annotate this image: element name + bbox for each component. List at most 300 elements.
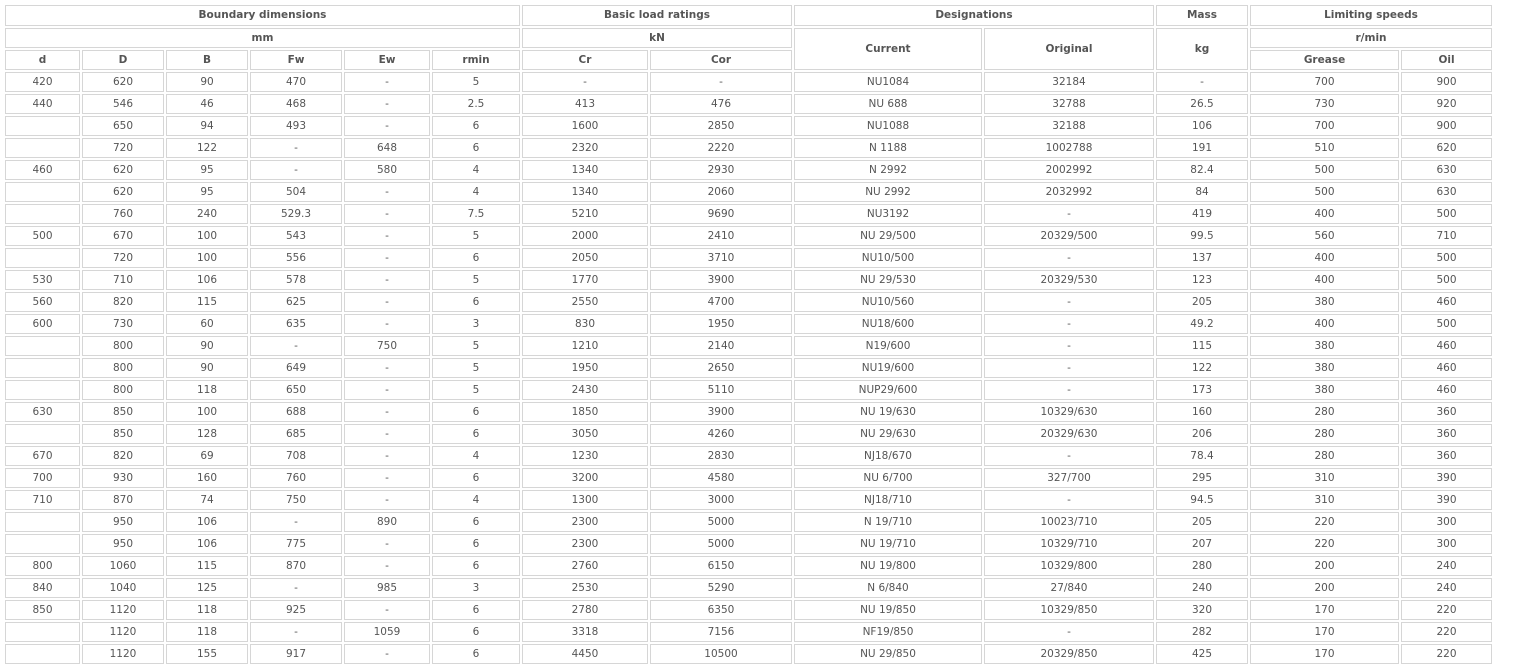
cell-cor: 4580 [650, 468, 792, 488]
cell-mass: 205 [1156, 292, 1248, 312]
cell-oil: 500 [1401, 204, 1492, 224]
cell-d-outer: 950 [82, 534, 164, 554]
cell-d-inner [5, 248, 80, 268]
cell-current: NU 19/630 [794, 402, 982, 422]
cell-cor: 2410 [650, 226, 792, 246]
cell-mass: 49.2 [1156, 314, 1248, 334]
cell-b: 95 [166, 182, 248, 202]
cell-fw: 493 [250, 116, 342, 136]
cell-fw: 650 [250, 380, 342, 400]
cell-d-outer: 930 [82, 468, 164, 488]
cell-cor: 4260 [650, 424, 792, 444]
cell-grease: 200 [1250, 578, 1399, 598]
cell-rmin: 6 [432, 248, 520, 268]
table-row [5, 248, 1492, 268]
cell-mass: 320 [1156, 600, 1248, 620]
cell-d-inner [5, 204, 80, 224]
cell-b: 118 [166, 622, 248, 642]
cell-fw: - [250, 622, 342, 642]
cell-cr: 1770 [522, 270, 648, 290]
cell-current: N 19/710 [794, 512, 982, 532]
cell-fw: - [250, 160, 342, 180]
cell-fw: 556 [250, 248, 342, 268]
cell-current: NU1088 [794, 116, 982, 136]
cell-cr: 2300 [522, 534, 648, 554]
unit-mm: mm [5, 28, 520, 48]
table-row [5, 468, 1492, 488]
cell-ew: 580 [344, 160, 430, 180]
cell-d-outer: 950 [82, 512, 164, 532]
cell-cor: 3900 [650, 402, 792, 422]
cell-cor: 6150 [650, 556, 792, 576]
cell-cor: 9690 [650, 204, 792, 224]
cell-d-inner [5, 138, 80, 158]
table-row [5, 490, 1492, 510]
cell-cr: 1340 [522, 160, 648, 180]
cell-d-outer: 800 [82, 358, 164, 378]
cell-mass: 123 [1156, 270, 1248, 290]
cell-current: NJ18/710 [794, 490, 982, 510]
cell-rmin: 5 [432, 380, 520, 400]
cell-grease: 510 [1250, 138, 1399, 158]
cell-original: 20329/850 [984, 644, 1154, 664]
cell-ew: 1059 [344, 622, 430, 642]
cell-b: 125 [166, 578, 248, 598]
cell-mass: 94.5 [1156, 490, 1248, 510]
cell-grease: 400 [1250, 204, 1399, 224]
cell-cor: 5290 [650, 578, 792, 598]
table-row [5, 512, 1492, 532]
cell-oil: 220 [1401, 600, 1492, 620]
cell-original: - [984, 292, 1154, 312]
cell-current: NU18/600 [794, 314, 982, 334]
cell-oil: 460 [1401, 292, 1492, 312]
cell-current: NU 19/800 [794, 556, 982, 576]
cell-mass: 240 [1156, 578, 1248, 598]
cell-fw: 529.3 [250, 204, 342, 224]
cell-d-outer: 850 [82, 424, 164, 444]
cell-rmin: 5 [432, 270, 520, 290]
cell-cor: 6350 [650, 600, 792, 620]
cell-fw: 708 [250, 446, 342, 466]
column-b: B [166, 50, 248, 70]
cell-mass: 115 [1156, 336, 1248, 356]
cell-cr: 2320 [522, 138, 648, 158]
cell-ew: - [344, 116, 430, 136]
cell-mass: 160 [1156, 402, 1248, 422]
cell-oil: 360 [1401, 424, 1492, 444]
cell-oil: 390 [1401, 490, 1492, 510]
header-column-row [5, 50, 1492, 70]
cell-oil: 300 [1401, 512, 1492, 532]
table-row [5, 138, 1492, 158]
cell-mass: 99.5 [1156, 226, 1248, 246]
cell-b: 60 [166, 314, 248, 334]
cell-cor: 2220 [650, 138, 792, 158]
cell-original: 20329/530 [984, 270, 1154, 290]
cell-original: - [984, 248, 1154, 268]
cell-b: 94 [166, 116, 248, 136]
cell-fw: - [250, 336, 342, 356]
cell-oil: 900 [1401, 72, 1492, 92]
cell-original: 20329/500 [984, 226, 1154, 246]
cell-d-inner: 700 [5, 468, 80, 488]
cell-d-outer: 760 [82, 204, 164, 224]
cell-ew: - [344, 270, 430, 290]
cell-d-outer: 720 [82, 138, 164, 158]
cell-rmin: 6 [432, 512, 520, 532]
cell-fw: - [250, 138, 342, 158]
cell-ew: - [344, 72, 430, 92]
cell-ew: - [344, 600, 430, 620]
cell-d-outer: 870 [82, 490, 164, 510]
cell-cr: 2000 [522, 226, 648, 246]
cell-b: 240 [166, 204, 248, 224]
table-row [5, 600, 1492, 620]
cell-d-outer: 650 [82, 116, 164, 136]
cell-cr: - [522, 72, 648, 92]
cell-rmin: 3 [432, 314, 520, 334]
cell-d-inner [5, 380, 80, 400]
cell-d-outer: 800 [82, 380, 164, 400]
cell-grease: 280 [1250, 424, 1399, 444]
cell-original: 10329/630 [984, 402, 1154, 422]
cell-b: 122 [166, 138, 248, 158]
table-row [5, 314, 1492, 334]
cell-b: 118 [166, 600, 248, 620]
cell-mass: 425 [1156, 644, 1248, 664]
cell-d-outer: 800 [82, 336, 164, 356]
cell-original: - [984, 490, 1154, 510]
cell-oil: 500 [1401, 248, 1492, 268]
cell-ew: - [344, 182, 430, 202]
cell-d-inner [5, 512, 80, 532]
table-row [5, 270, 1492, 290]
cell-fw: 470 [250, 72, 342, 92]
cell-current: NU 29/500 [794, 226, 982, 246]
cell-d-outer: 730 [82, 314, 164, 334]
cell-d-inner [5, 424, 80, 444]
cell-grease: 380 [1250, 380, 1399, 400]
table-row [5, 182, 1492, 202]
table-row [5, 644, 1492, 664]
cell-d-inner: 600 [5, 314, 80, 334]
cell-cr: 1230 [522, 446, 648, 466]
cell-fw: 504 [250, 182, 342, 202]
cell-d-outer: 1060 [82, 556, 164, 576]
cell-grease: 500 [1250, 160, 1399, 180]
cell-oil: 460 [1401, 336, 1492, 356]
cell-current: NJ18/670 [794, 446, 982, 466]
cell-oil: 300 [1401, 534, 1492, 554]
cell-d-outer: 820 [82, 292, 164, 312]
cell-cor: 5110 [650, 380, 792, 400]
cell-cr: 3318 [522, 622, 648, 642]
cell-rmin: 6 [432, 424, 520, 444]
cell-b: 90 [166, 358, 248, 378]
cell-d-outer: 620 [82, 182, 164, 202]
cell-current: NU19/600 [794, 358, 982, 378]
cell-fw: 543 [250, 226, 342, 246]
cell-current: NU 688 [794, 94, 982, 114]
cell-grease: 730 [1250, 94, 1399, 114]
cell-mass: - [1156, 72, 1248, 92]
cell-mass: 122 [1156, 358, 1248, 378]
cell-original: 10329/800 [984, 556, 1154, 576]
cell-b: 128 [166, 424, 248, 444]
cell-b: 69 [166, 446, 248, 466]
cell-cor: 5000 [650, 512, 792, 532]
cell-current: NU3192 [794, 204, 982, 224]
cell-ew: - [344, 534, 430, 554]
header-boundary-dimensions: Boundary dimensions [5, 5, 520, 26]
cell-cr: 1210 [522, 336, 648, 356]
cell-d-outer: 1120 [82, 622, 164, 642]
cell-oil: 710 [1401, 226, 1492, 246]
cell-ew: - [344, 556, 430, 576]
cell-ew: 890 [344, 512, 430, 532]
cell-rmin: 5 [432, 72, 520, 92]
cell-b: 106 [166, 512, 248, 532]
cell-cr: 2760 [522, 556, 648, 576]
cell-rmin: 6 [432, 292, 520, 312]
cell-cr: 1300 [522, 490, 648, 510]
cell-original: 10329/850 [984, 600, 1154, 620]
column-rmin: rmin [432, 50, 520, 70]
cell-grease: 400 [1250, 270, 1399, 290]
table-row [5, 204, 1492, 224]
cell-cr: 2530 [522, 578, 648, 598]
cell-b: 90 [166, 336, 248, 356]
cell-ew: - [344, 468, 430, 488]
table-row [5, 160, 1492, 180]
cell-original: - [984, 446, 1154, 466]
cell-rmin: 4 [432, 490, 520, 510]
cell-cr: 1600 [522, 116, 648, 136]
cell-cr: 1950 [522, 358, 648, 378]
cell-ew: - [344, 292, 430, 312]
table-row [5, 72, 1492, 92]
table-body [5, 72, 1492, 664]
cell-grease: 280 [1250, 402, 1399, 422]
cell-mass: 78.4 [1156, 446, 1248, 466]
cell-d-inner [5, 358, 80, 378]
cell-fw: 578 [250, 270, 342, 290]
cell-original: - [984, 336, 1154, 356]
cell-grease: 200 [1250, 556, 1399, 576]
cell-original: 2002992 [984, 160, 1154, 180]
cell-oil: 390 [1401, 468, 1492, 488]
cell-cr: 830 [522, 314, 648, 334]
cell-d-inner [5, 116, 80, 136]
cell-cor: 2140 [650, 336, 792, 356]
table-row [5, 402, 1492, 422]
cell-rmin: 6 [432, 534, 520, 554]
cell-d-outer: 1120 [82, 644, 164, 664]
cell-fw: 760 [250, 468, 342, 488]
cell-original: - [984, 358, 1154, 378]
column-d-inner: d [5, 50, 80, 70]
cell-current: NU10/500 [794, 248, 982, 268]
cell-current: NU 29/850 [794, 644, 982, 664]
cell-d-outer: 670 [82, 226, 164, 246]
cell-d-inner: 560 [5, 292, 80, 312]
table-row [5, 556, 1492, 576]
cell-oil: 460 [1401, 358, 1492, 378]
cell-rmin: 4 [432, 446, 520, 466]
cell-b: 95 [166, 160, 248, 180]
cell-oil: 220 [1401, 644, 1492, 664]
cell-cor: - [650, 72, 792, 92]
cell-cor: 2850 [650, 116, 792, 136]
cell-grease: 310 [1250, 490, 1399, 510]
cell-rmin: 4 [432, 182, 520, 202]
cell-grease: 380 [1250, 336, 1399, 356]
cell-grease: 220 [1250, 512, 1399, 532]
cell-d-inner: 840 [5, 578, 80, 598]
cell-ew: - [344, 314, 430, 334]
cell-rmin: 6 [432, 138, 520, 158]
table-row [5, 358, 1492, 378]
cell-rmin: 5 [432, 226, 520, 246]
cell-d-inner: 440 [5, 94, 80, 114]
cell-original: 1002788 [984, 138, 1154, 158]
header-mass: Mass [1156, 5, 1248, 26]
cell-d-inner [5, 182, 80, 202]
cell-oil: 360 [1401, 446, 1492, 466]
cell-grease: 400 [1250, 248, 1399, 268]
cell-cor: 4700 [650, 292, 792, 312]
cell-cor: 7156 [650, 622, 792, 642]
cell-cr: 2300 [522, 512, 648, 532]
cell-rmin: 6 [432, 116, 520, 136]
cell-current: NU 29/630 [794, 424, 982, 444]
cell-b: 100 [166, 226, 248, 246]
cell-b: 100 [166, 248, 248, 268]
cell-fw: 685 [250, 424, 342, 444]
cell-oil: 500 [1401, 314, 1492, 334]
cell-oil: 220 [1401, 622, 1492, 642]
cell-oil: 240 [1401, 578, 1492, 598]
cell-b: 155 [166, 644, 248, 664]
column-cr: Cr [522, 50, 648, 70]
cell-cor: 5000 [650, 534, 792, 554]
cell-original: 32788 [984, 94, 1154, 114]
table-row [5, 336, 1492, 356]
cell-rmin: 6 [432, 556, 520, 576]
cell-rmin: 6 [432, 644, 520, 664]
cell-current: NU 19/850 [794, 600, 982, 620]
cell-rmin: 6 [432, 468, 520, 488]
cell-fw: 688 [250, 402, 342, 422]
cell-rmin: 5 [432, 358, 520, 378]
cell-b: 100 [166, 402, 248, 422]
cell-current: N 6/840 [794, 578, 982, 598]
cell-oil: 460 [1401, 380, 1492, 400]
cell-current: NU 19/710 [794, 534, 982, 554]
cell-b: 90 [166, 72, 248, 92]
cell-fw: 750 [250, 490, 342, 510]
cell-rmin: 6 [432, 402, 520, 422]
cell-grease: 310 [1250, 468, 1399, 488]
cell-cr: 1340 [522, 182, 648, 202]
cell-fw: 649 [250, 358, 342, 378]
column-fw: Fw [250, 50, 342, 70]
cell-ew: 750 [344, 336, 430, 356]
cell-ew: - [344, 94, 430, 114]
cell-b: 118 [166, 380, 248, 400]
cell-d-inner [5, 622, 80, 642]
cell-mass: 84 [1156, 182, 1248, 202]
column-grease: Grease [1250, 50, 1399, 70]
cell-d-inner: 530 [5, 270, 80, 290]
cell-grease: 170 [1250, 600, 1399, 620]
cell-fw: 468 [250, 94, 342, 114]
cell-ew: - [344, 402, 430, 422]
cell-grease: 700 [1250, 116, 1399, 136]
cell-rmin: 4 [432, 160, 520, 180]
cell-b: 106 [166, 270, 248, 290]
cell-current: N19/600 [794, 336, 982, 356]
cell-grease: 380 [1250, 358, 1399, 378]
cell-cr: 2050 [522, 248, 648, 268]
cell-fw: 775 [250, 534, 342, 554]
cell-grease: 700 [1250, 72, 1399, 92]
cell-rmin: 2.5 [432, 94, 520, 114]
cell-d-outer: 620 [82, 160, 164, 180]
cell-mass: 82.4 [1156, 160, 1248, 180]
unit-rpm: r/min [1250, 28, 1492, 48]
cell-d-outer: 1040 [82, 578, 164, 598]
cell-fw: - [250, 578, 342, 598]
cell-grease: 170 [1250, 622, 1399, 642]
cell-mass: 206 [1156, 424, 1248, 444]
unit-kg: kg [1156, 28, 1248, 70]
cell-original: 20329/630 [984, 424, 1154, 444]
cell-mass: 191 [1156, 138, 1248, 158]
cell-mass: 26.5 [1156, 94, 1248, 114]
cell-current: NUP29/600 [794, 380, 982, 400]
cell-grease: 400 [1250, 314, 1399, 334]
cell-oil: 630 [1401, 160, 1492, 180]
cell-grease: 220 [1250, 534, 1399, 554]
cell-rmin: 7.5 [432, 204, 520, 224]
cell-cor: 2930 [650, 160, 792, 180]
cell-mass: 137 [1156, 248, 1248, 268]
cell-mass: 282 [1156, 622, 1248, 642]
cell-original: 10329/710 [984, 534, 1154, 554]
cell-fw: 925 [250, 600, 342, 620]
cell-cr: 413 [522, 94, 648, 114]
cell-oil: 630 [1401, 182, 1492, 202]
cell-cr: 5210 [522, 204, 648, 224]
cell-ew: - [344, 248, 430, 268]
table-row [5, 94, 1492, 114]
cell-oil: 620 [1401, 138, 1492, 158]
cell-oil: 920 [1401, 94, 1492, 114]
cell-ew: - [344, 226, 430, 246]
cell-d-inner [5, 644, 80, 664]
cell-cr: 1850 [522, 402, 648, 422]
cell-mass: 106 [1156, 116, 1248, 136]
cell-cr: 4450 [522, 644, 648, 664]
cell-mass: 295 [1156, 468, 1248, 488]
cell-grease: 280 [1250, 446, 1399, 466]
cell-current: NU10/560 [794, 292, 982, 312]
cell-d-inner: 710 [5, 490, 80, 510]
column-oil: Oil [1401, 50, 1492, 70]
cell-grease: 170 [1250, 644, 1399, 664]
